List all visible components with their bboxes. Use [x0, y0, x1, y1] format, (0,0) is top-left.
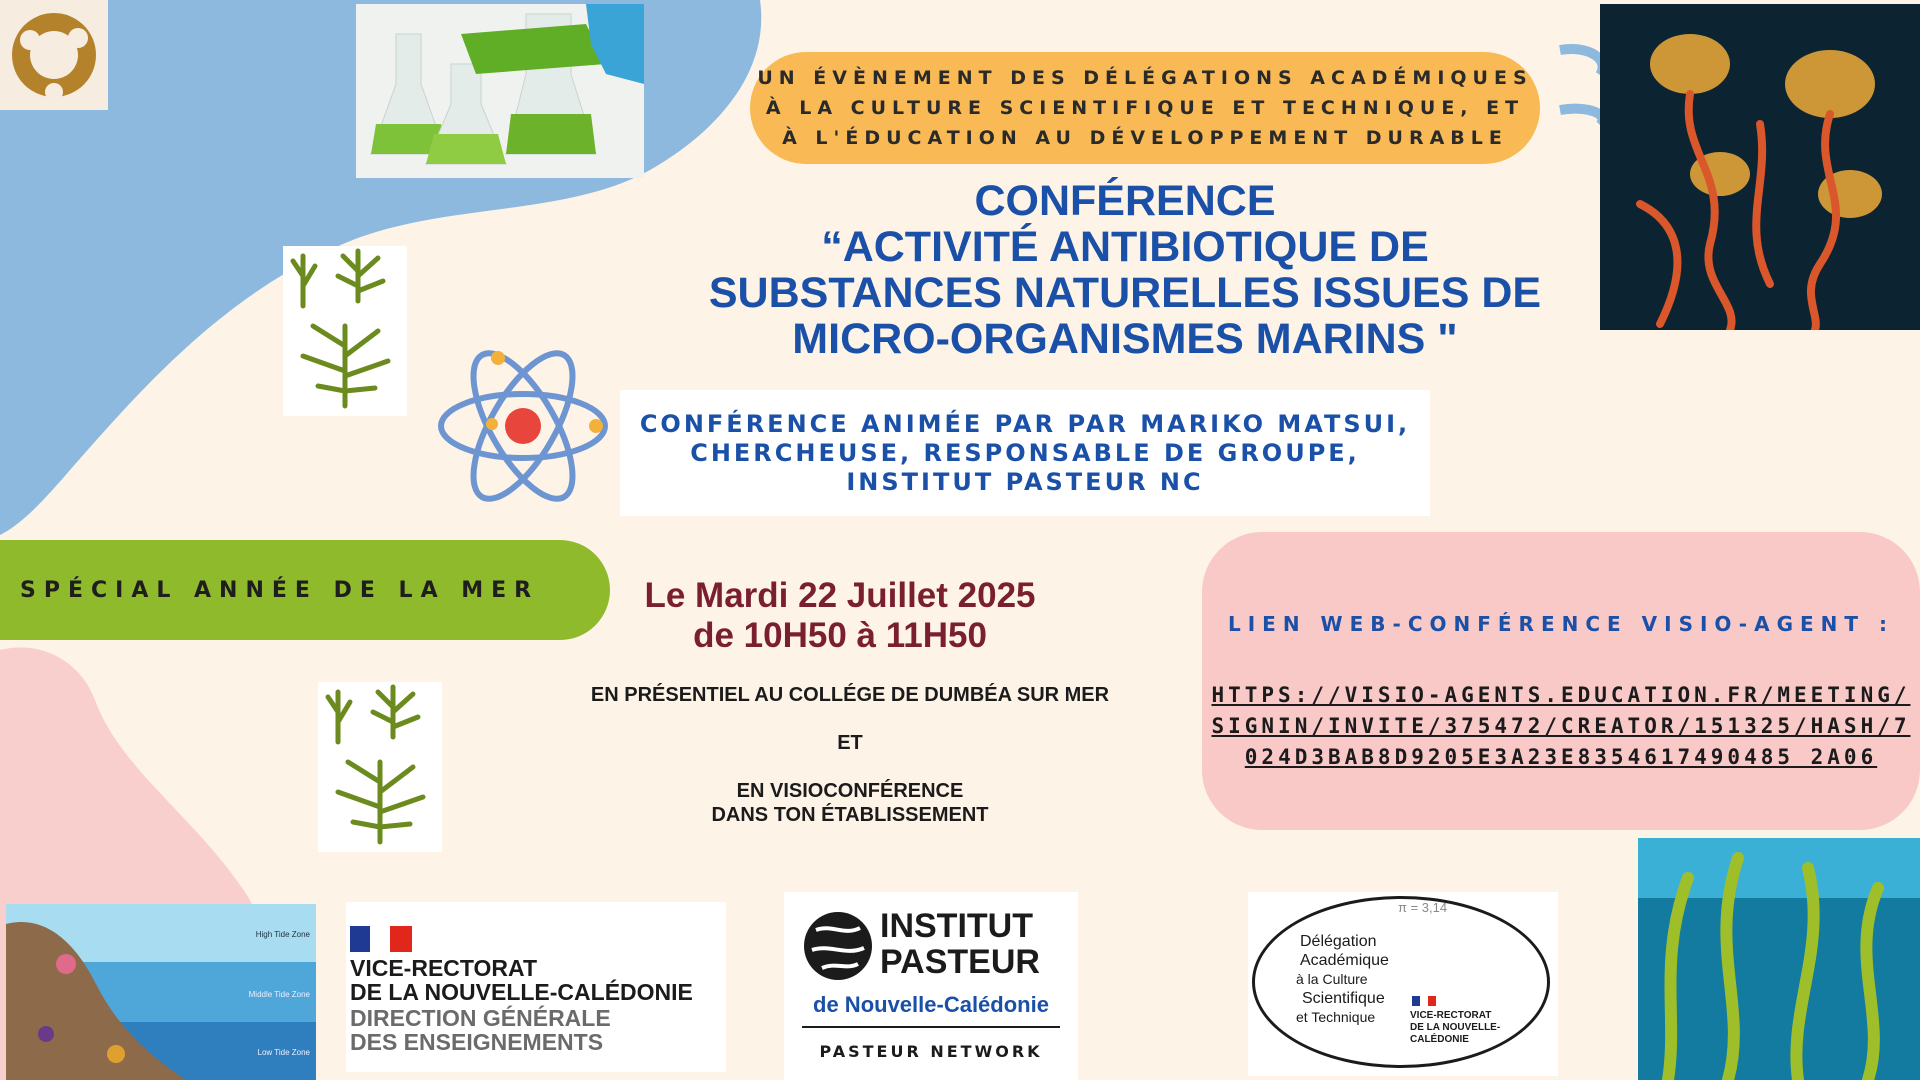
french-flag-icon	[1412, 996, 1436, 1006]
pasteur-line-3: de Nouvelle-Calédonie	[813, 992, 1049, 1017]
event-date	[600, 576, 1080, 656]
kelp-forest-photo	[1638, 838, 1920, 1080]
delegation-line-3: à la Culture	[1296, 971, 1368, 987]
web-conference-label: LIEN WEB-CONFÉRENCE VISIO-AGENT :	[1228, 612, 1894, 636]
venue-online-line-1: EN VISIOCONFÉRENCE	[736, 780, 964, 802]
date-line: Le Mardi 22 Juillet 2025	[644, 576, 1036, 615]
vr-line-3: DIRECTION GÉNÉRALE	[350, 1005, 611, 1031]
title-line-3: SUBSTANCES NATURELLES ISSUES DE	[708, 269, 1542, 317]
conference-title	[620, 178, 1630, 362]
venue-and: ET	[837, 732, 863, 754]
low-tide-label: Low Tide Zone	[257, 1048, 310, 1057]
time-line: de 10H50 à 11H50	[693, 616, 987, 655]
title-line-4: MICRO-ORGANISMES MARINS "	[792, 315, 1458, 363]
special-year-banner	[0, 540, 610, 640]
venue-online	[500, 779, 1200, 827]
delegation-line-1: Délégation	[1300, 933, 1377, 950]
delegation-vr-line-1: VICE-RECTORAT	[1410, 1010, 1492, 1021]
tide-zones-illustration	[6, 904, 316, 1080]
banner-line-3: À L'ÉDUCATION AU DÉVELOPPEMENT DURABLE	[782, 127, 1508, 149]
delegation-line-2: Académique	[1300, 952, 1389, 969]
seaweed-illustration	[283, 246, 407, 416]
special-label: SPÉCIAL ANNÉE DE LA MER	[20, 577, 540, 603]
vr-line-2: DE LA NOUVELLE-CALÉDONIE	[350, 979, 693, 1005]
venue-onsite: EN PRÉSENTIEL AU COLLÉGE DE DUMBÉA SUR MER	[590, 684, 1110, 706]
speaker-line-2: CHERCHEUSE, RESPONSABLE DE GROUPE,	[690, 438, 1360, 467]
vr-line-1: VICE-RECTORAT	[350, 955, 537, 981]
organizer-banner	[750, 52, 1540, 164]
lab-flasks-photo	[356, 4, 644, 178]
seaweed-illustration	[318, 682, 442, 852]
pasteur-line-4: PASTEUR NETWORK	[819, 1042, 1043, 1061]
vice-rectorat-logo	[346, 902, 726, 1072]
seaweed-corner-image	[0, 0, 108, 110]
middle-tide-label: Middle Tide Zone	[248, 990, 310, 999]
pasteur-line-2: PASTEUR	[880, 943, 1040, 981]
delegation-line-4: Scientifique	[1302, 990, 1385, 1007]
title-line-2: “ACTIVITÉ ANTIBIOTIQUE DE	[821, 223, 1429, 271]
institut-pasteur-logo	[784, 892, 1078, 1080]
delegation-logo	[1248, 892, 1558, 1076]
title-line-1: CONFÉRENCE	[974, 177, 1276, 225]
speaker-line-3: INSTITUT PASTEUR NC	[846, 467, 1204, 496]
jellyfish-photo	[1600, 4, 1920, 330]
pasteur-line-1: INSTITUT	[880, 907, 1033, 945]
banner-line-1: UN ÉVÈNEMENT DES DÉLÉGATIONS ACADÉMIQUES	[757, 67, 1533, 89]
venue-online-line-2: DANS TON ÉTABLISSEMENT	[711, 804, 989, 826]
delegation-line-5: et Technique	[1296, 1009, 1376, 1025]
french-flag-icon	[350, 926, 412, 952]
atom-icon	[428, 336, 618, 516]
high-tide-label: High Tide Zone	[255, 930, 310, 939]
banner-line-2: À LA CULTURE SCIENTIFIQUE ET TECHNIQUE, ET	[765, 97, 1525, 119]
speaker-box	[620, 390, 1430, 516]
pi-formula: π = 3,14	[1398, 900, 1448, 915]
web-conference-link[interactable]: HTTPS://VISIO-AGENTS.EDUCATION.FR/MEETING/SIGNIN/INVITE/375472/CREATOR/151325/HASH/7024D3BAB8D9205E3A23E8354617490485 2A06	[1211, 683, 1911, 769]
delegation-vr-line-2: DE LA NOUVELLE-CALÉDONIE	[1410, 1022, 1501, 1045]
vr-line-4: DES ENSEIGNEMENTS	[350, 1029, 604, 1055]
speaker-line-1: CONFÉRENCE ANIMÉE PAR PAR MARIKO MATSUI,	[639, 409, 1411, 438]
pasteur-globe-icon	[802, 910, 874, 982]
